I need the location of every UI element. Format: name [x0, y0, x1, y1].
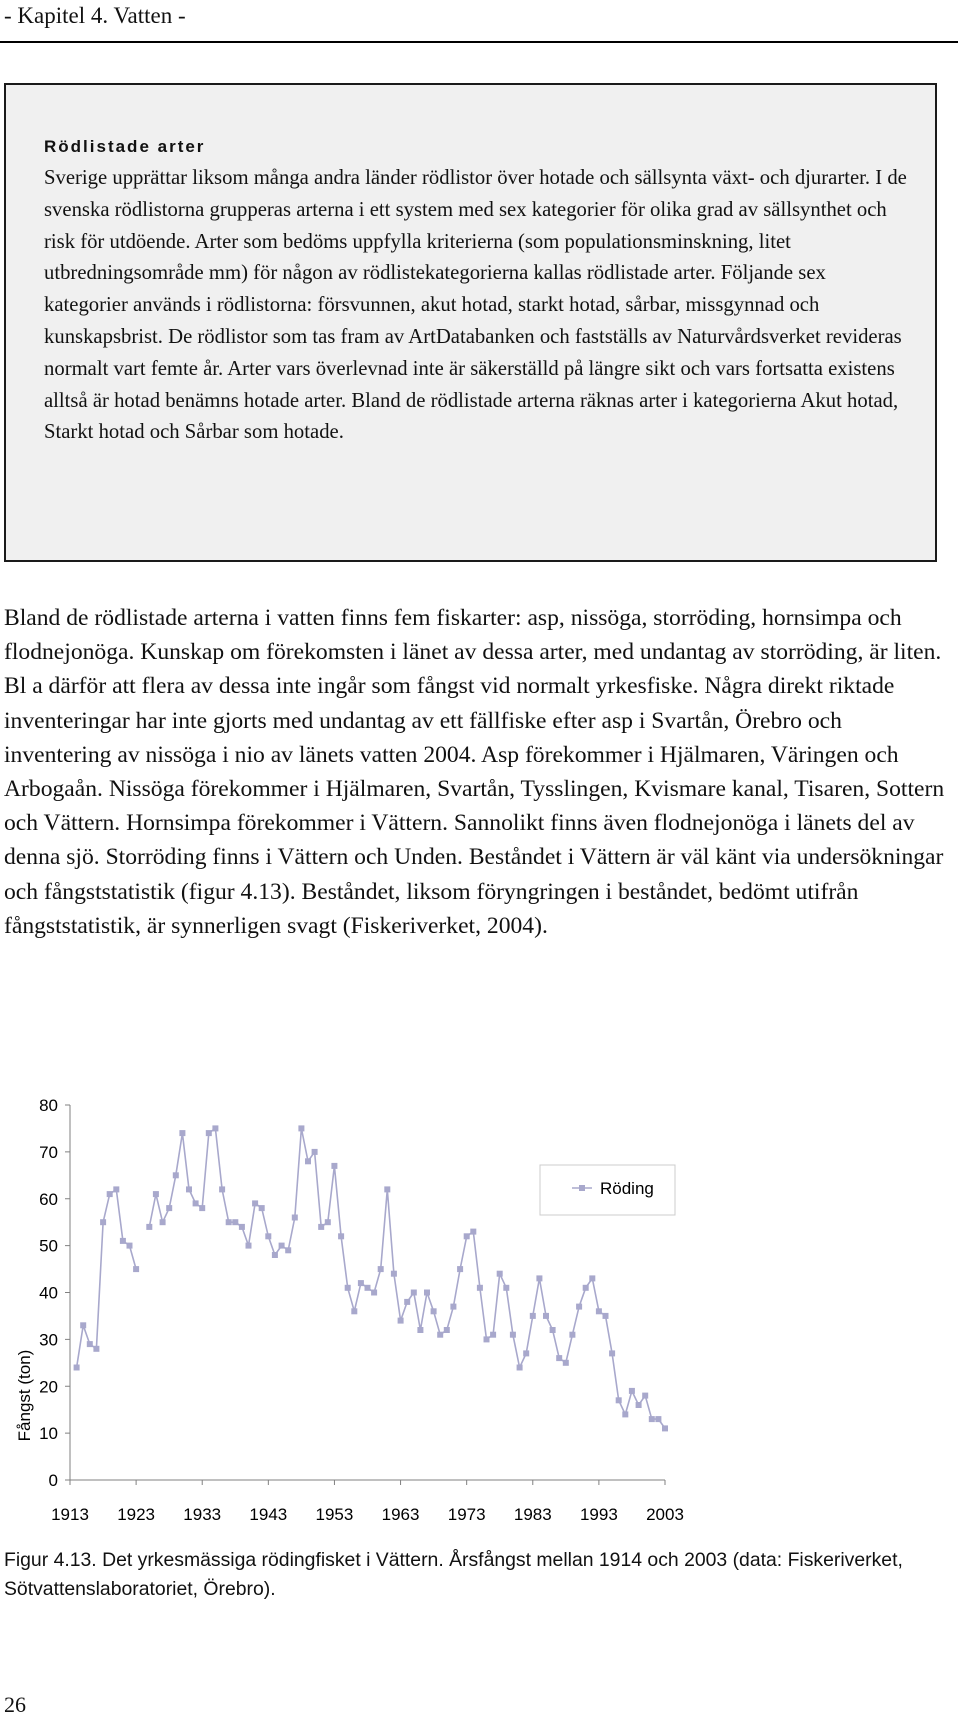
data-point	[100, 1219, 106, 1225]
figure-caption: Figur 4.13. Det yrkesmässiga rödingfisket i Vättern. Årsfångst mellan 1914 och 2003 (data: Fiskeriverket, Sötvattenslaboratoriet, Örebro).	[4, 1549, 903, 1600]
x-tick-label: 1963	[381, 1505, 420, 1524]
data-point	[596, 1308, 602, 1314]
x-tick-label: 1913	[51, 1505, 89, 1524]
data-point	[609, 1350, 615, 1356]
data-point	[464, 1233, 470, 1239]
body-paragraph: Bland de rödlistade arterna i vatten finns fem fiskarter: asp, nissöga, storröding, hornsimpa och flodnejonöga. Kunskap om förekomsten i länet av dessa arter, med undantag av storröding, är liten. Bl a därför att flera av dessa inte ingår som fångst vid normalt yrkesfiske. Några direkt riktade inventeringar har inte gjorts med undantag av ett fällfiske efter asp i Svartån, Örebro och inventering av nissöga i nio av länets vatten 2004. Asp förekommer i Hjälmaren, Väringen och Arbogaån. Nissöga förekommer i Hjälmaren, Svartån, Tysslingen, Kvismare kanal, Tisaren, Sottern och Vättern. Hornsimpa förekommer i Vättern. Sannolikt finns även flodnejonöga i länets del av denna sjö. Storröding finns i Vättern och Unden. Beståndet i Vättern är väl känt via undersökningar och fångststatistik (figur 4.13). Beståndet, liksom föryngringen i beståndet, bedömt utifrån fångststatistik, är synnerligen svagt (Fiskeriverket, 2004).	[4, 605, 945, 939]
x-tick-label: 1973	[447, 1505, 486, 1524]
y-tick-label: 80	[39, 1096, 58, 1115]
y-tick-label: 40	[39, 1283, 58, 1303]
data-point	[556, 1355, 562, 1361]
data-point	[113, 1186, 119, 1192]
y-axis-label: Fångst (ton)	[15, 1349, 34, 1442]
x-tick-label: 1933	[183, 1505, 222, 1524]
data-point	[259, 1205, 265, 1211]
data-point	[226, 1219, 232, 1225]
data-point	[325, 1219, 331, 1225]
series-line	[77, 1189, 137, 1367]
data-point	[179, 1130, 185, 1136]
y-axis-label-group	[15, 1350, 34, 1442]
data-point	[662, 1425, 668, 1431]
data-point	[93, 1346, 99, 1352]
y-tick-label: 20	[39, 1377, 58, 1397]
data-point	[398, 1318, 404, 1324]
data-point	[318, 1224, 324, 1230]
data-point	[212, 1125, 218, 1131]
data-point	[358, 1280, 364, 1286]
data-point	[622, 1411, 628, 1417]
data-point	[219, 1186, 225, 1192]
data-point	[331, 1163, 337, 1169]
data-point	[80, 1322, 86, 1328]
data-point	[417, 1327, 423, 1333]
data-point	[636, 1402, 642, 1408]
y-tick-labels	[39, 1096, 58, 1490]
data-point	[497, 1271, 503, 1277]
data-point	[265, 1233, 271, 1239]
data-point	[437, 1332, 443, 1338]
data-point	[285, 1247, 291, 1253]
fact-box-text: Sverige upprättar liksom många andra länder rödlistor över hotade och sällsynta växt- och djurarter. I de svenska rödlistorna grupperas arterna i ett system med sex kategorier för olika grad av sällsynthet och risk för utdöende. Arter som bedöms uppfylla kriterierna (som populationsminskning, litet utbredningsområde mm) för någon av rödlistekategorierna kallas rödlistade arter. Följande sex kategorier används i rödlistorna: försvunnen, akut hotad, starkt hotad, sårbar, missgynnad och kunskapsbrist. De rödlistor som tas fram av ArtDatabanken och fastställs av Naturvårdsverket revideras normalt vart femte år. Arter vars överlevnad inte är säkerställd på längre sikt och vars fortsatta existens alltså är hotad benämns hotade arter. Bland de rödlistade arterna räknas arter i kategorierna Akut hotad, Starkt hotad och Sårbar som hotade.	[44, 167, 907, 444]
data-point	[477, 1285, 483, 1291]
data-point	[589, 1275, 595, 1281]
x-tick-label: 2003	[646, 1505, 684, 1524]
data-point	[603, 1313, 609, 1319]
legend	[540, 1165, 675, 1215]
x-tick-label: 1943	[249, 1505, 288, 1524]
data-point	[127, 1243, 133, 1249]
data-point	[642, 1393, 648, 1399]
data-point	[298, 1125, 304, 1131]
data-point	[186, 1186, 192, 1192]
data-point	[655, 1416, 661, 1422]
data-point	[199, 1205, 205, 1211]
data-point	[120, 1238, 126, 1244]
data-point	[133, 1266, 139, 1272]
data-point	[629, 1388, 635, 1394]
data-point	[503, 1285, 509, 1291]
data-point	[173, 1172, 179, 1178]
data-point	[616, 1397, 622, 1403]
data-point	[232, 1219, 238, 1225]
data-point	[312, 1149, 318, 1155]
y-tick-label: 60	[39, 1189, 58, 1209]
data-point	[279, 1243, 285, 1249]
data-point	[384, 1186, 390, 1192]
fact-box-heading: Rödlistade arter	[44, 137, 206, 156]
data-point	[107, 1191, 113, 1197]
data-point	[146, 1224, 152, 1230]
data-point	[484, 1336, 490, 1342]
x-tick-label: 1983	[513, 1505, 552, 1524]
x-tick-label: 1923	[117, 1505, 156, 1524]
legend-label: Röding	[600, 1179, 654, 1198]
legend-marker	[579, 1185, 585, 1191]
data-point	[391, 1271, 397, 1277]
data-point	[206, 1130, 212, 1136]
data-point	[338, 1233, 344, 1239]
data-point	[411, 1290, 417, 1296]
data-point	[517, 1365, 523, 1371]
y-tick-label: 10	[39, 1424, 58, 1444]
axes	[65, 1105, 665, 1485]
x-tick-labels	[51, 1505, 684, 1524]
data-point	[569, 1332, 575, 1338]
data-point	[365, 1285, 371, 1291]
y-tick-label: 30	[39, 1330, 58, 1350]
x-tick-label: 1993	[579, 1505, 618, 1524]
data-point	[292, 1215, 298, 1221]
data-point	[371, 1290, 377, 1296]
data-point	[563, 1360, 569, 1366]
header-divider	[0, 41, 958, 43]
data-point	[378, 1266, 384, 1272]
data-point	[272, 1252, 278, 1258]
data-point	[404, 1299, 410, 1305]
data-point	[450, 1304, 456, 1310]
fact-box	[4, 83, 937, 562]
data-point	[649, 1416, 655, 1422]
y-tick-label: 0	[48, 1471, 58, 1490]
data-point	[490, 1332, 496, 1338]
data-point	[153, 1191, 159, 1197]
data-point	[583, 1285, 589, 1291]
data-point	[351, 1308, 357, 1314]
y-tick-label: 50	[39, 1236, 58, 1256]
data-point	[345, 1285, 351, 1291]
data-point	[536, 1275, 542, 1281]
catch-line-chart	[0, 1080, 720, 1530]
x-tick-label: 1953	[315, 1505, 354, 1524]
data-point	[444, 1327, 450, 1333]
y-tick-label: 70	[39, 1142, 58, 1162]
data-point	[193, 1200, 199, 1206]
data-point	[523, 1350, 529, 1356]
data-point	[305, 1158, 311, 1164]
data-point	[576, 1304, 582, 1310]
page-number: 26	[4, 1692, 26, 1717]
data-point	[252, 1200, 258, 1206]
data-point	[550, 1327, 556, 1333]
data-point	[239, 1224, 245, 1230]
data-point	[87, 1341, 93, 1347]
data-point	[530, 1313, 536, 1319]
chapter-header: - Kapitel 4. Vatten -	[4, 3, 186, 28]
data-point	[424, 1290, 430, 1296]
data-point	[510, 1332, 516, 1338]
data-point	[160, 1219, 166, 1225]
data-point	[543, 1313, 549, 1319]
data-point	[470, 1229, 476, 1235]
data-point	[457, 1266, 463, 1272]
data-point	[246, 1243, 252, 1249]
data-point	[74, 1365, 80, 1371]
data-point	[431, 1308, 437, 1314]
data-point	[166, 1205, 172, 1211]
